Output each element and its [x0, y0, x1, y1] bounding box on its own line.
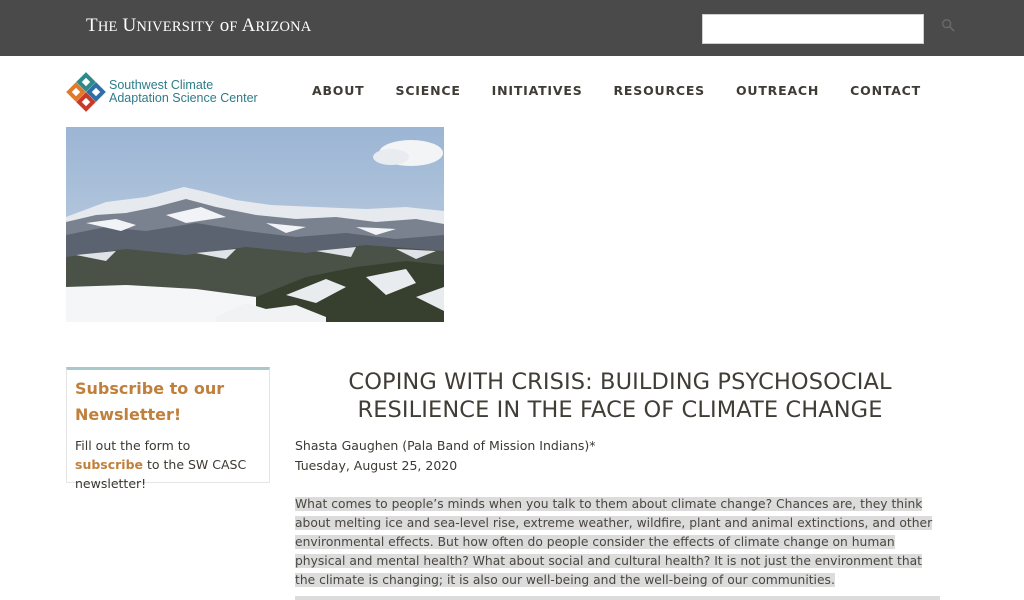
- nav-science[interactable]: SCIENCE: [395, 83, 461, 98]
- search-input[interactable]: [702, 14, 924, 44]
- nav-resources[interactable]: RESOURCES: [613, 83, 705, 98]
- article-paragraph: [295, 495, 945, 590]
- newsletter-box: [66, 367, 270, 491]
- newsletter-title: Subscribe to our Newsletter!: [75, 379, 225, 424]
- nav-outreach[interactable]: OUTREACH: [735, 83, 820, 98]
- search-button[interactable]: [938, 16, 958, 36]
- search-icon: [941, 18, 955, 32]
- hero-image: [66, 127, 444, 322]
- article-title: COPING WITH CRISIS: BUILDING PSYCHOSOCIAL RESILIENCE IN THE FACE OF CLIMATE CHANGE: [348, 369, 892, 423]
- site-header: [0, 56, 1024, 128]
- article: [295, 368, 945, 590]
- article-byline: [295, 436, 945, 476]
- snowy-mountain-image: [66, 127, 444, 322]
- nav-initiatives[interactable]: INITIATIVES: [491, 83, 583, 98]
- university-logo[interactable]: THE UNIVERSITY oF ARIZONA: [86, 15, 312, 36]
- article-paragraph-text: What comes to people’s minds when you talk to them about climate change? Chances are, they think about melting ice and sea-level rise, extreme weather, wildfire, plant and animal extinctions, and other environmental effects. But how often do people consider the effects of climate change on human physical and mental health? What about social and cultural health? It is not just the environment that the climate is changing; it is also our well-being and the well-being of our communities.: [295, 497, 933, 587]
- article-date: Tuesday, August 25, 2020: [295, 458, 458, 473]
- nav-about[interactable]: ABOUT: [312, 83, 365, 98]
- casc-logo-link[interactable]: [66, 72, 258, 112]
- article-author: Shasta Gaughen (Pala Band of Mission Indians)*: [295, 438, 596, 453]
- nav-contact[interactable]: CONTACT: [850, 83, 921, 98]
- next-paragraph-highlight: [295, 596, 940, 600]
- main-nav: [312, 83, 952, 98]
- subscribe-link[interactable]: subscribe: [75, 457, 144, 472]
- logo-line2: Adaptation Science Center: [109, 91, 258, 105]
- newsletter-text: Fill out the form to subscribe to the SW CASC newsletter!: [75, 438, 247, 491]
- university-bar: [0, 0, 1024, 56]
- logo-line1: Southwest Climate: [109, 78, 214, 92]
- casc-logo-icon: [66, 72, 106, 112]
